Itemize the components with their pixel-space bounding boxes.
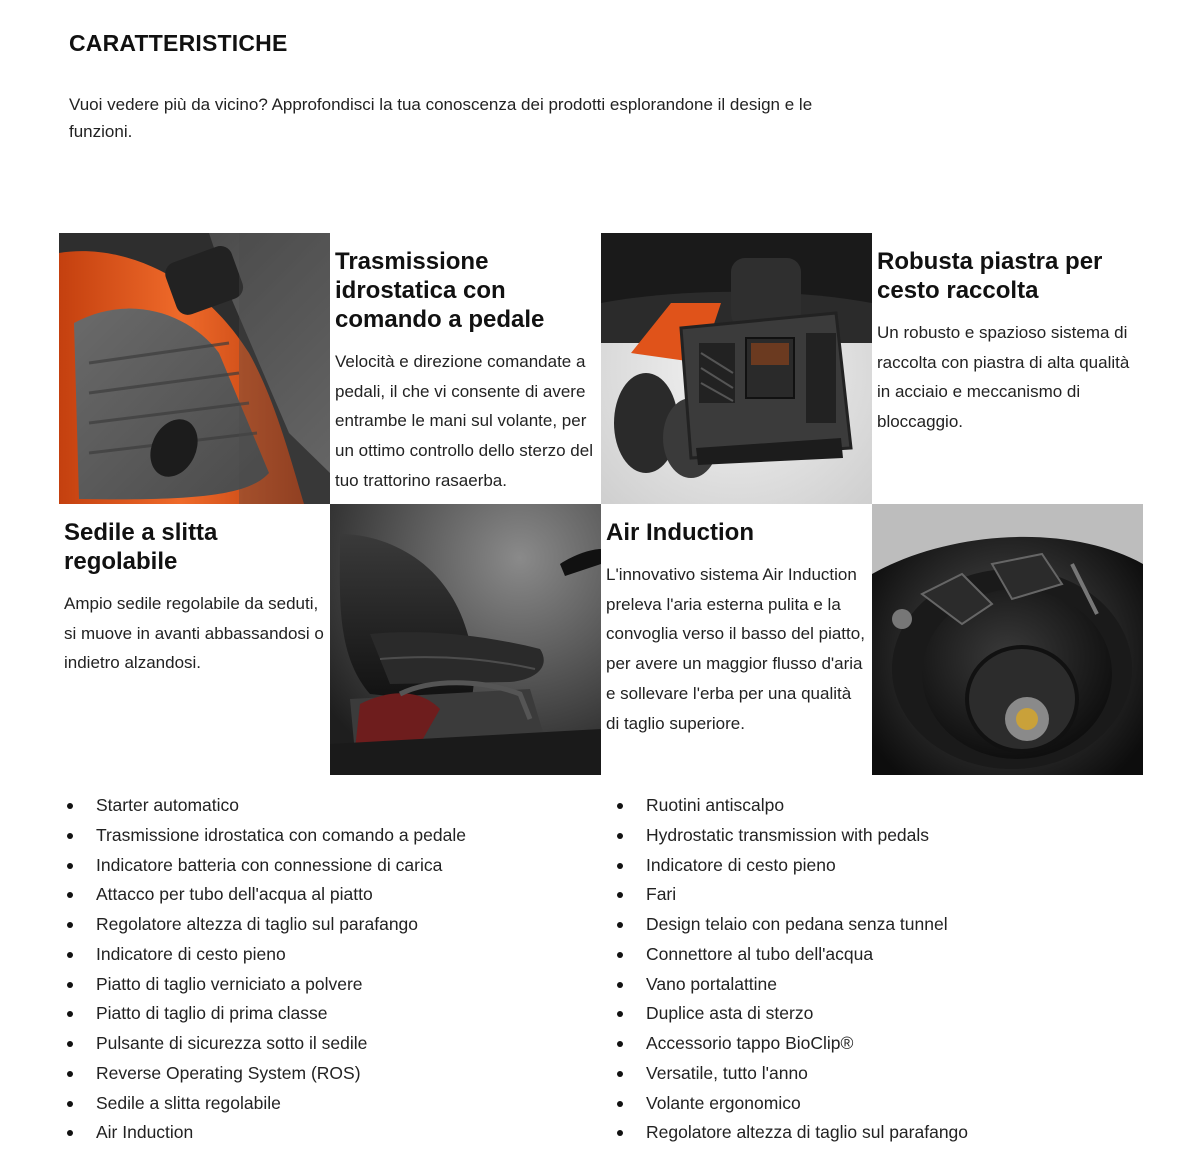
list-item: Hydrostatic transmission with pedals [610, 821, 1160, 851]
feature-grid [59, 233, 1143, 775]
page-title: CARATTERISTICHE [69, 30, 288, 56]
feature-description: Un robusto e spazioso sistema di raccolta con piastra di alta qualità in acciaio e meccanismo di bloccaggio. [877, 323, 1130, 432]
collector-plate-image [601, 233, 872, 504]
feature-title: Robusta piastra per cesto raccolta [877, 248, 1103, 304]
feature-list-left [60, 791, 610, 1148]
list-item: Pulsante di sicurezza sotto il sedile [60, 1029, 610, 1059]
list-item: Reverse Operating System (ROS) [60, 1059, 610, 1089]
list-item: Indicatore di cesto pieno [60, 940, 610, 970]
feature-list-right [610, 791, 1160, 1148]
list-item: Design telaio con pedana senza tunnel [610, 910, 1160, 940]
feature-title: Trasmissione idrostatica con comando a pedale [335, 248, 545, 333]
feature-lists [60, 791, 1160, 1148]
feature-description: Velocità e direzione comandate a pedali, il che vi consente di avere entrambe le mani sul volante, per un ottimo controllo dello sterzo del tuo trattorino rasaerba. [335, 352, 593, 490]
list-item: Vano portalattine [610, 970, 1160, 1000]
list-item: Volante ergonomico [610, 1089, 1160, 1119]
seat-image [330, 504, 601, 775]
intro-text: Vuoi vedere più da vicino? Approfondisci la tua conoscenza dei prodotti esplorandone il design e le funzioni. [69, 95, 813, 141]
list-item: Regolatore altezza di taglio sul parafango [610, 1118, 1160, 1148]
list-item: Connettore al tubo dell'acqua [610, 940, 1160, 970]
list-item: Ruotini antiscalpo [610, 791, 1160, 821]
feature-card-collector-plate [872, 233, 1143, 504]
list-item: Fari [610, 880, 1160, 910]
list-item: Duplice asta di sterzo [610, 999, 1160, 1029]
pulley-image [872, 504, 1143, 775]
list-item: Air Induction [60, 1118, 610, 1148]
feature-description: L'innovativo sistema Air Induction preleva l'aria esterna pulita e la convoglia verso il basso del piatto, per avere un maggior flusso d'aria e sollevare l'erba per una qualità di taglio superiore. [606, 565, 865, 733]
feature-title: Sedile a slitta regolabile [64, 519, 218, 575]
feature-description: Ampio sedile regolabile da seduti, si muove in avanti abbassandosi o indietro alzandosi. [64, 594, 324, 673]
list-item: Starter automatico [60, 791, 610, 821]
list-item: Piatto di taglio di prima classe [60, 999, 610, 1029]
feature-title: Air Induction [606, 519, 754, 546]
list-item: Attacco per tubo dell'acqua al piatto [60, 880, 610, 910]
feature-card-air-induction [601, 504, 872, 775]
list-item: Indicatore di cesto pieno [610, 851, 1160, 881]
list-item: Piatto di taglio verniciato a polvere [60, 970, 610, 1000]
list-item: Sedile a slitta regolabile [60, 1089, 610, 1119]
list-item: Trasmissione idrostatica con comando a pedale [60, 821, 610, 851]
list-item: Regolatore altezza di taglio sul parafango [60, 910, 610, 940]
feature-card-hydrostatic [330, 233, 601, 504]
feature-card-seat [59, 504, 330, 775]
list-item: Indicatore batteria con connessione di carica [60, 851, 610, 881]
list-item: Accessorio tappo BioClip® [610, 1029, 1160, 1059]
pedal-image [59, 233, 330, 504]
list-item: Versatile, tutto l'anno [610, 1059, 1160, 1089]
